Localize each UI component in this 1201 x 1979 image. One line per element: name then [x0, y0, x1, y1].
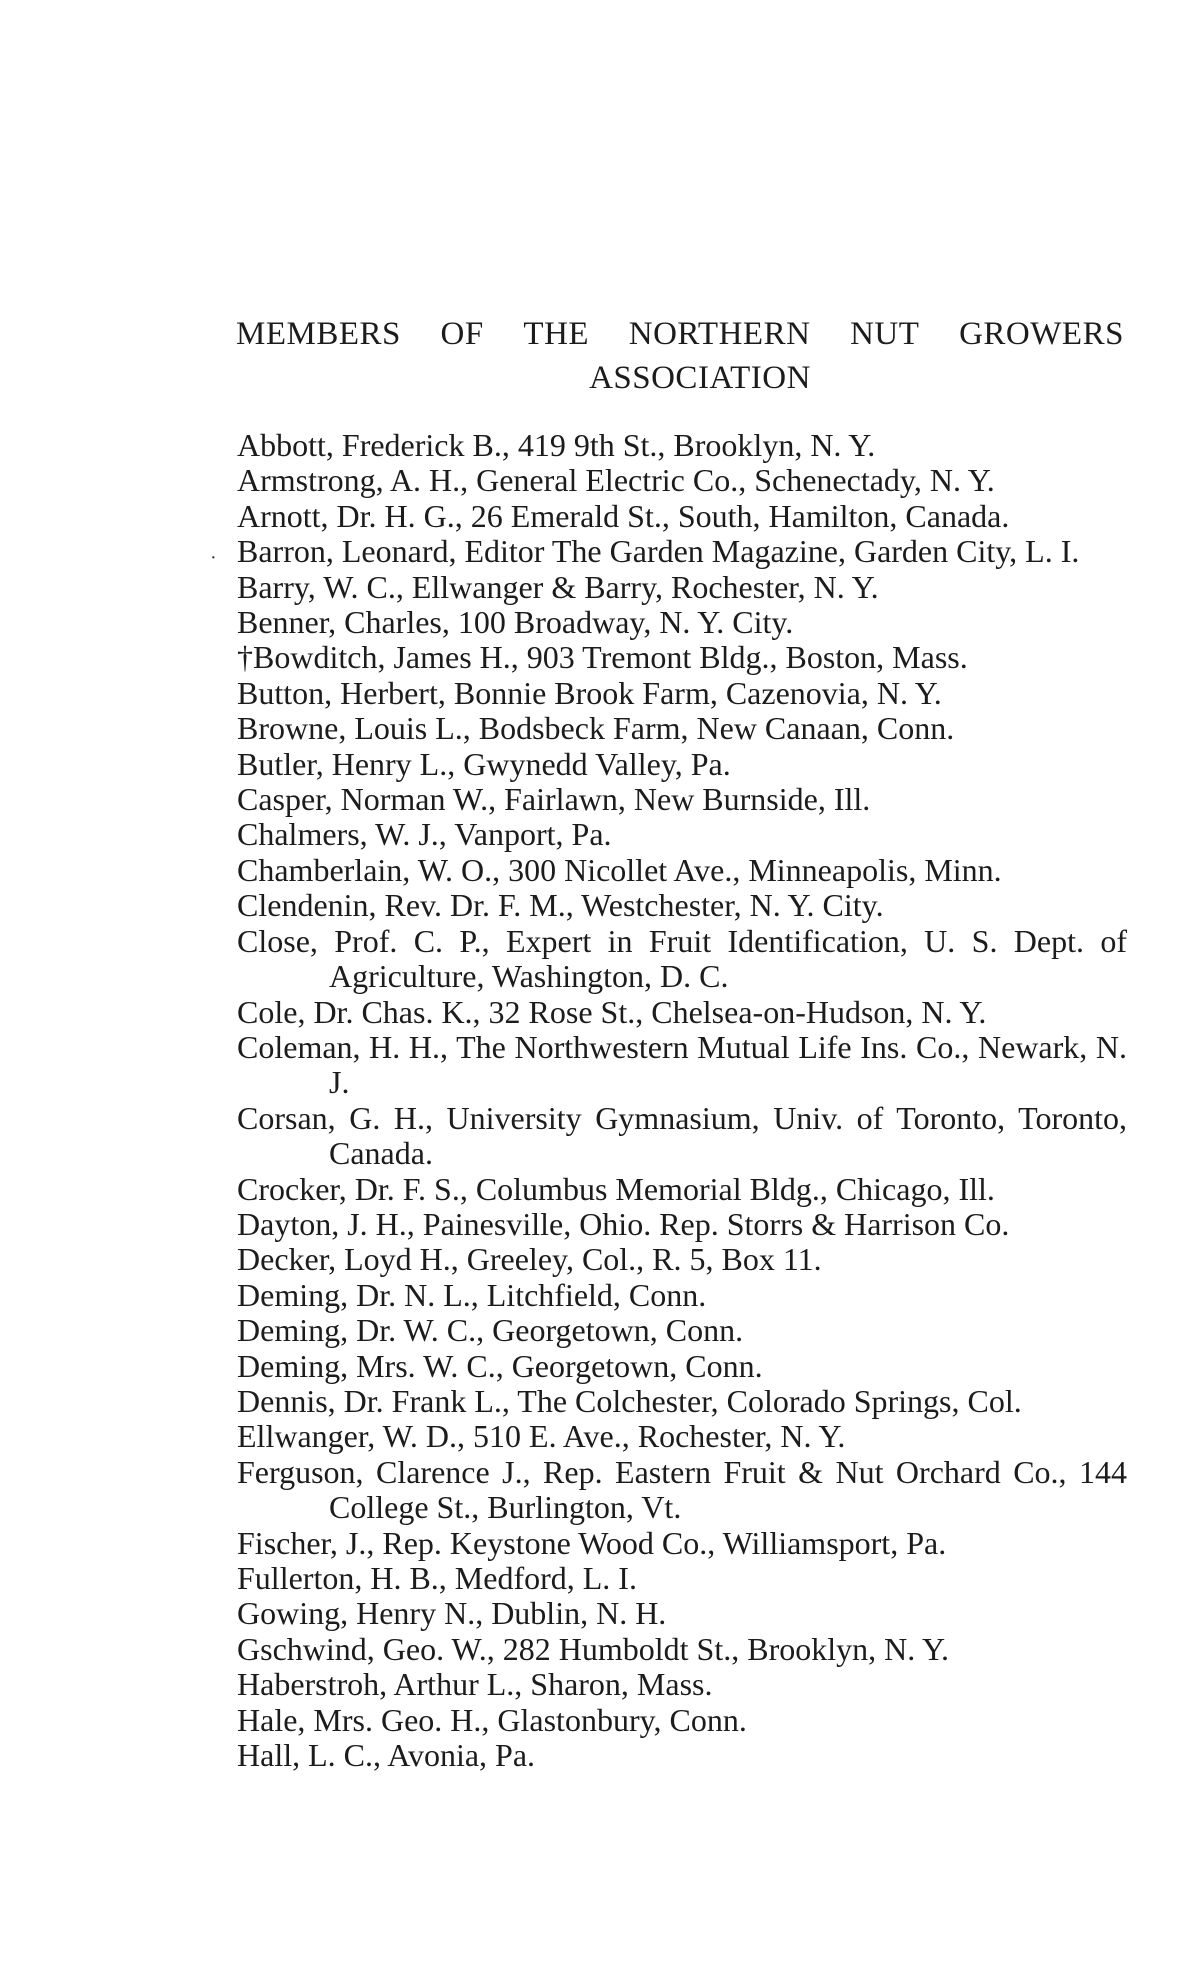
- member-entry: Ellwanger, W. D., 510 E. Ave., Rochester, N. Y.: [237, 1418, 846, 1455]
- member-entry: Deming, Dr. W. C., Georgetown, Conn.: [237, 1312, 744, 1349]
- member-entry: Clendenin, Rev. Dr. F. M., Westchester, N. Y. City.: [237, 887, 884, 924]
- member-entry: Coleman, H. H., The Northwestern Mutual Life Ins. Co., Newark, N. J.: [237, 1028, 1127, 1101]
- title-word: THE: [523, 316, 590, 352]
- title-word: NORTHERN: [628, 316, 811, 352]
- member-entry: Butler, Henry L., Gwynedd Valley, Pa.: [237, 745, 731, 782]
- member-entry: Fischer, J., Rep. Keystone Wood Co., Williamsport, Pa.: [237, 1524, 947, 1561]
- title-line-2: ASSOCIATION: [589, 360, 811, 396]
- member-entry: Decker, Loyd H., Greeley, Col., R. 5, Box 11.: [237, 1241, 822, 1278]
- title-word: NUT: [850, 316, 920, 352]
- member-entry: Browne, Louis L., Bodsbeck Farm, New Canaan, Conn.: [237, 710, 955, 747]
- title-word: MEMBERS: [236, 316, 401, 352]
- member-entry: Armstrong, A. H., General Electric Co., Schenectady, N. Y.: [237, 462, 995, 499]
- member-list: [237, 428, 1127, 1773]
- member-entry: Crocker, Dr. F. S., Columbus Memorial Bldg., Chicago, Ill.: [237, 1170, 995, 1207]
- member-entry: Chalmers, W. J., Vanport, Pa.: [237, 816, 612, 853]
- member-entry: Deming, Mrs. W. C., Georgetown, Conn.: [237, 1347, 763, 1384]
- title-word: GROWERS: [959, 316, 1124, 352]
- member-entry: †Bowditch, James H., 903 Tremont Bldg., Boston, Mass.: [237, 639, 968, 676]
- member-entry: Chamberlain, W. O., 300 Nicollet Ave., Minneapolis, Minn.: [237, 851, 1002, 888]
- member-entry: Barry, W. C., Ellwanger & Barry, Rochester, N. Y.: [237, 568, 879, 605]
- member-entry: Ferguson, Clarence J., Rep. Eastern Fruit & Nut Orchard Co., 144 College St., Burlington, Vt.: [237, 1453, 1127, 1526]
- margin-mark: ·: [210, 547, 217, 569]
- member-entry: Dayton, J. H., Painesville, Ohio. Rep. Storrs & Harrison Co.: [237, 1205, 1010, 1242]
- title-word: OF: [440, 316, 484, 352]
- member-entry: Haberstroh, Arthur L., Sharon, Mass.: [237, 1666, 713, 1703]
- member-entry: Button, Herbert, Bonnie Brook Farm, Cazenovia, N. Y.: [237, 674, 942, 711]
- member-entry: Fullerton, H. B., Medford, L. I.: [237, 1560, 637, 1596]
- member-entry: Hale, Mrs. Geo. H., Glastonbury, Conn.: [237, 1701, 747, 1738]
- member-entry: Gowing, Henry N., Dublin, N. H.: [237, 1595, 667, 1632]
- member-entry: Abbott, Frederick B., 419 9th St., Brooklyn, N. Y.: [237, 427, 876, 463]
- page-title: [236, 312, 1124, 400]
- member-entry: Hall, L. C., Avonia, Pa.: [237, 1737, 536, 1774]
- title-line-1: [236, 312, 1124, 356]
- member-entry: Casper, Norman W., Fairlawn, New Burnside, Ill.: [237, 781, 871, 818]
- member-entry: Deming, Dr. N. L., Litchfield, Conn.: [237, 1276, 707, 1313]
- member-entry: Benner, Charles, 100 Broadway, N. Y. City.: [237, 604, 794, 641]
- member-entry: Barron, Leonard, Editor The Garden Magazine, Garden City, L. I.: [237, 533, 1080, 570]
- member-entry: Arnott, Dr. H. G., 26 Emerald St., South, Hamilton, Canada.: [237, 497, 1010, 534]
- member-entry: Close, Prof. C. P., Expert in Fruit Identification, U. S. Dept. of Agriculture, Washington, D. C.: [237, 922, 1127, 995]
- member-entry: Gschwind, Geo. W., 282 Humboldt St., Brooklyn, N. Y.: [237, 1630, 950, 1667]
- member-entry: Cole, Dr. Chas. K., 32 Rose St., Chelsea-on-Hudson, N. Y.: [237, 993, 987, 1030]
- member-entry: Dennis, Dr. Frank L., The Colchester, Colorado Springs, Col.: [237, 1382, 1022, 1419]
- member-entry: Corsan, G. H., University Gymnasium, Univ. of Toronto, Toronto, Canada.: [237, 1099, 1127, 1172]
